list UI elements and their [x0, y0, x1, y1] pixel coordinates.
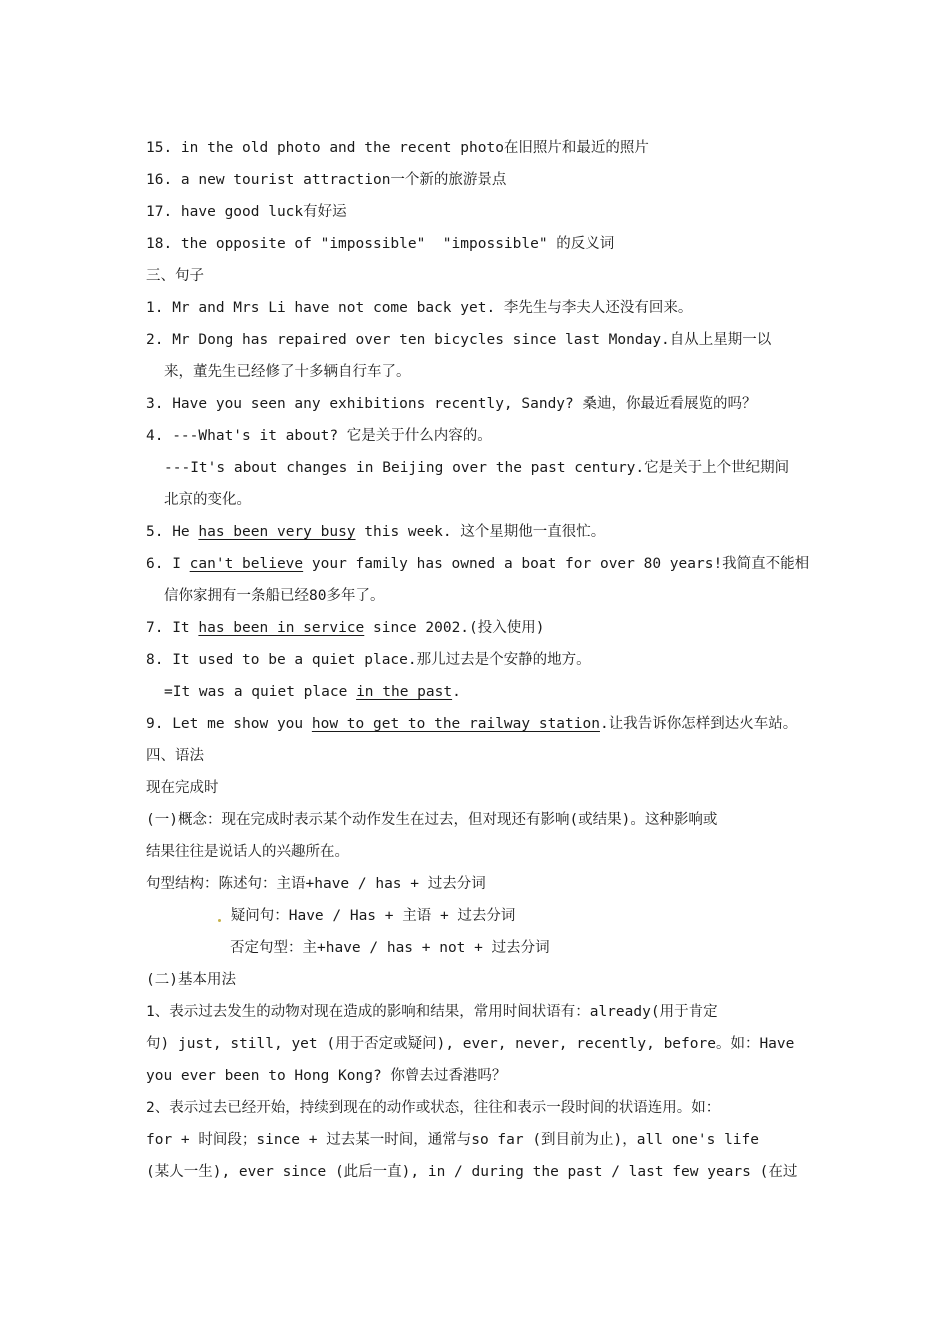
usage-2-line-3: (某人一生), ever since (此后一直), in / during the past / last few years (在过 [146, 1164, 798, 1180]
bullet-dot [218, 919, 221, 922]
sentence-7-underlined: has been in service [198, 620, 365, 636]
sentence-9-underlined: how to get to the railway station [311, 716, 600, 732]
sentence-8: 8. It used to be a quiet place.那儿过去是个安静的地方。 [146, 652, 591, 668]
usage-1-line-2: 句) just, still, yet (用于否定或疑问), ever, never, recently, before。如：Have [146, 1036, 795, 1052]
phrase-15: 15. in the old photo and the recent photo在旧照片和最近的照片 [146, 140, 649, 156]
sentence-1: 1. Mr and Mrs Li have not come back yet. 李先生与李夫人还没有回来。 [146, 300, 693, 316]
sentence-3: 3. Have you seen any exhibitions recently, Sandy? 桑迪，你最近看展览的吗？ [146, 396, 757, 412]
sentence-6-continued: 信你家拥有一条船已经80多年了。 [164, 588, 385, 604]
phrase-17: 17. have good luck有好运 [146, 204, 347, 220]
section-heading-grammar: 四、语法 [146, 748, 204, 764]
sentence-5-end: this week. 这个星期他一直很忙。 [355, 524, 606, 540]
sentence-6-underlined: can't believe [189, 556, 304, 572]
sentence-2-continued: 来，董先生已经修了十多辆自行车了。 [164, 364, 411, 380]
sentence-5-underlined: has been very busy [198, 524, 356, 540]
usage-2-line-1: 2、表示过去已经开始，持续到现在的动作或状态，往往和表示一段时间的状语连用。如： [146, 1100, 721, 1116]
phrase-18: 18. the opposite of "impossible" "impossible" 的反义词 [146, 236, 615, 252]
sentence-4: 4. ---What's it about? 它是关于什么内容的。 [146, 428, 492, 444]
sentence-5-start: 5. He [146, 524, 199, 540]
sentence-2: 2. Mr Dong has repaired over ten bicycles since last Monday.自从上星期一以 [146, 332, 772, 348]
structure-negative: 否定句型：主+have / has + not + 过去分词 [230, 940, 550, 956]
sentence-4-answer: ---It's about changes in Beijing over the past century.它是关于上个世纪期间 [164, 460, 790, 476]
structure-question [217, 906, 515, 926]
sentence-9-start: 9. Let me show you [146, 716, 312, 732]
usage-2-line-2: for + 时间段；since + 过去某一时间，通常与so far (到目前为止)，all one's life [146, 1132, 759, 1148]
sentence-6-start: 6. I [146, 556, 190, 572]
sentence-7 [146, 618, 544, 638]
structure-statement: 句型结构：陈述句：主语+have / has + 过去分词 [146, 876, 486, 892]
usage-heading: (二)基本用法 [146, 972, 236, 988]
sentence-8-rewrite-end: . [452, 684, 461, 700]
sentence-8-rewrite-underlined: in the past [356, 684, 453, 700]
sentence-9-end: .让我告诉你怎样到达火车站。 [599, 716, 798, 732]
usage-1-line-1: 1、表示过去发生的动物对现在造成的影响和结果，常用时间状语有：already(用于肯定 [146, 1004, 718, 1020]
concept-line-1: (一)概念：现在完成时表示某个动作发生在过去，但对现还有影响(或结果)。这种影响或 [146, 812, 718, 828]
sentence-7-start: 7. It [146, 620, 199, 636]
sentence-4-answer-continued: 北京的变化。 [164, 492, 251, 508]
structure-question-text: 疑问句：Have / Has + 主语 + 过去分词 [230, 908, 516, 924]
concept-line-2: 结果往往是说话人的兴趣所在。 [146, 844, 349, 860]
sentence-8-rewrite [164, 682, 461, 702]
sentence-6 [146, 554, 809, 574]
sentence-5 [146, 522, 605, 542]
usage-1-line-3: you ever been to Hong Kong? 你曾去过香港吗？ [146, 1068, 507, 1084]
sentence-7-end: since 2002.(投入使用) [364, 620, 545, 636]
sentence-8-rewrite-start: =It was a quiet place [164, 684, 357, 700]
section-heading-sentences: 三、句子 [146, 268, 204, 284]
sentence-9 [146, 714, 797, 734]
grammar-title: 现在完成时 [146, 780, 219, 796]
phrase-16: 16. a new tourist attraction一个新的旅游景点 [146, 172, 507, 188]
sentence-6-end: your family has owned a boat for over 80 years!我简直不能相 [303, 556, 810, 572]
